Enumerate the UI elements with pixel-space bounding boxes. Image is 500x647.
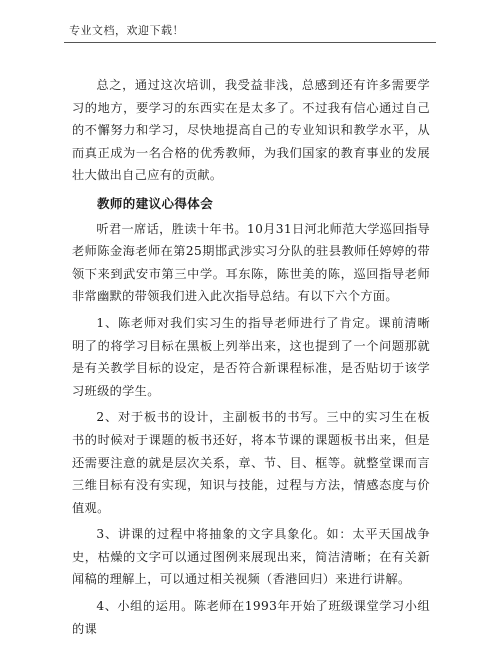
paragraph-conclusion: 总之，通过这次培训，我受益非浅，总感到还有许多需要学习的地方，要学习的东西实在是太多了。不过我有信心通过自己的不懈努力和学习，尽快地提高自己的专业知识和教学水平，从而真正成为一名合格的优秀教师，为我们国家的教育事业的发展壮大做出自己应有的贡献。 [72, 78, 430, 183]
paragraph-point-4: 4、小组的运用。陈老师在1993年开始了班级课堂学习小组的课 [72, 599, 430, 636]
page-header: 专业文档，欢迎下载！ [69, 24, 184, 37]
paragraph-point-1: 1、陈老师对我们实习生的指导老师进行了肯定。课前清晰明了的将学习目标在黑板上列举出来，这也提到了一个问题那就是有关教学目标的设定，是否符合新课程标准，是否贴切于该学习班级的学生。 [72, 315, 430, 398]
header-divider [64, 42, 436, 43]
paragraph-point-2: 2、对于板书的设计，主副板书的书写。三中的实习生在板书的时候对于课题的板书还好，将本节课的课题板书出来，但是还需要注意的就是层次关系，章、节、目、框等。就整堂课而言三维目标有没有实现，知识与技能，过程与方法，情感态度与价值观。 [72, 410, 430, 515]
paragraph-point-3: 3、讲课的过程中将抽象的文字具象化。如：太平天国战争史，枯燥的文字可以通过图例来展现出来，简洁清晰；在有关新闻稿的理解上，可以通过相关视频（香港回归）来进行讲解。 [72, 527, 430, 587]
paragraph-intro: 听君一席话，胜读十年书。10月31日河北师范大学巡回指导老师陈金海老师在第25期邯武涉实习分队的驻县教师任婷婷的带领下来到武安市第三中学。耳东陈，陈世美的陈，巡回指导老师非常幽默的带领我们进入此次指导总结。有以下六个方面。 [72, 221, 430, 304]
document-body [72, 74, 430, 640]
section-title: 教师的建议心得体会 [97, 195, 214, 211]
